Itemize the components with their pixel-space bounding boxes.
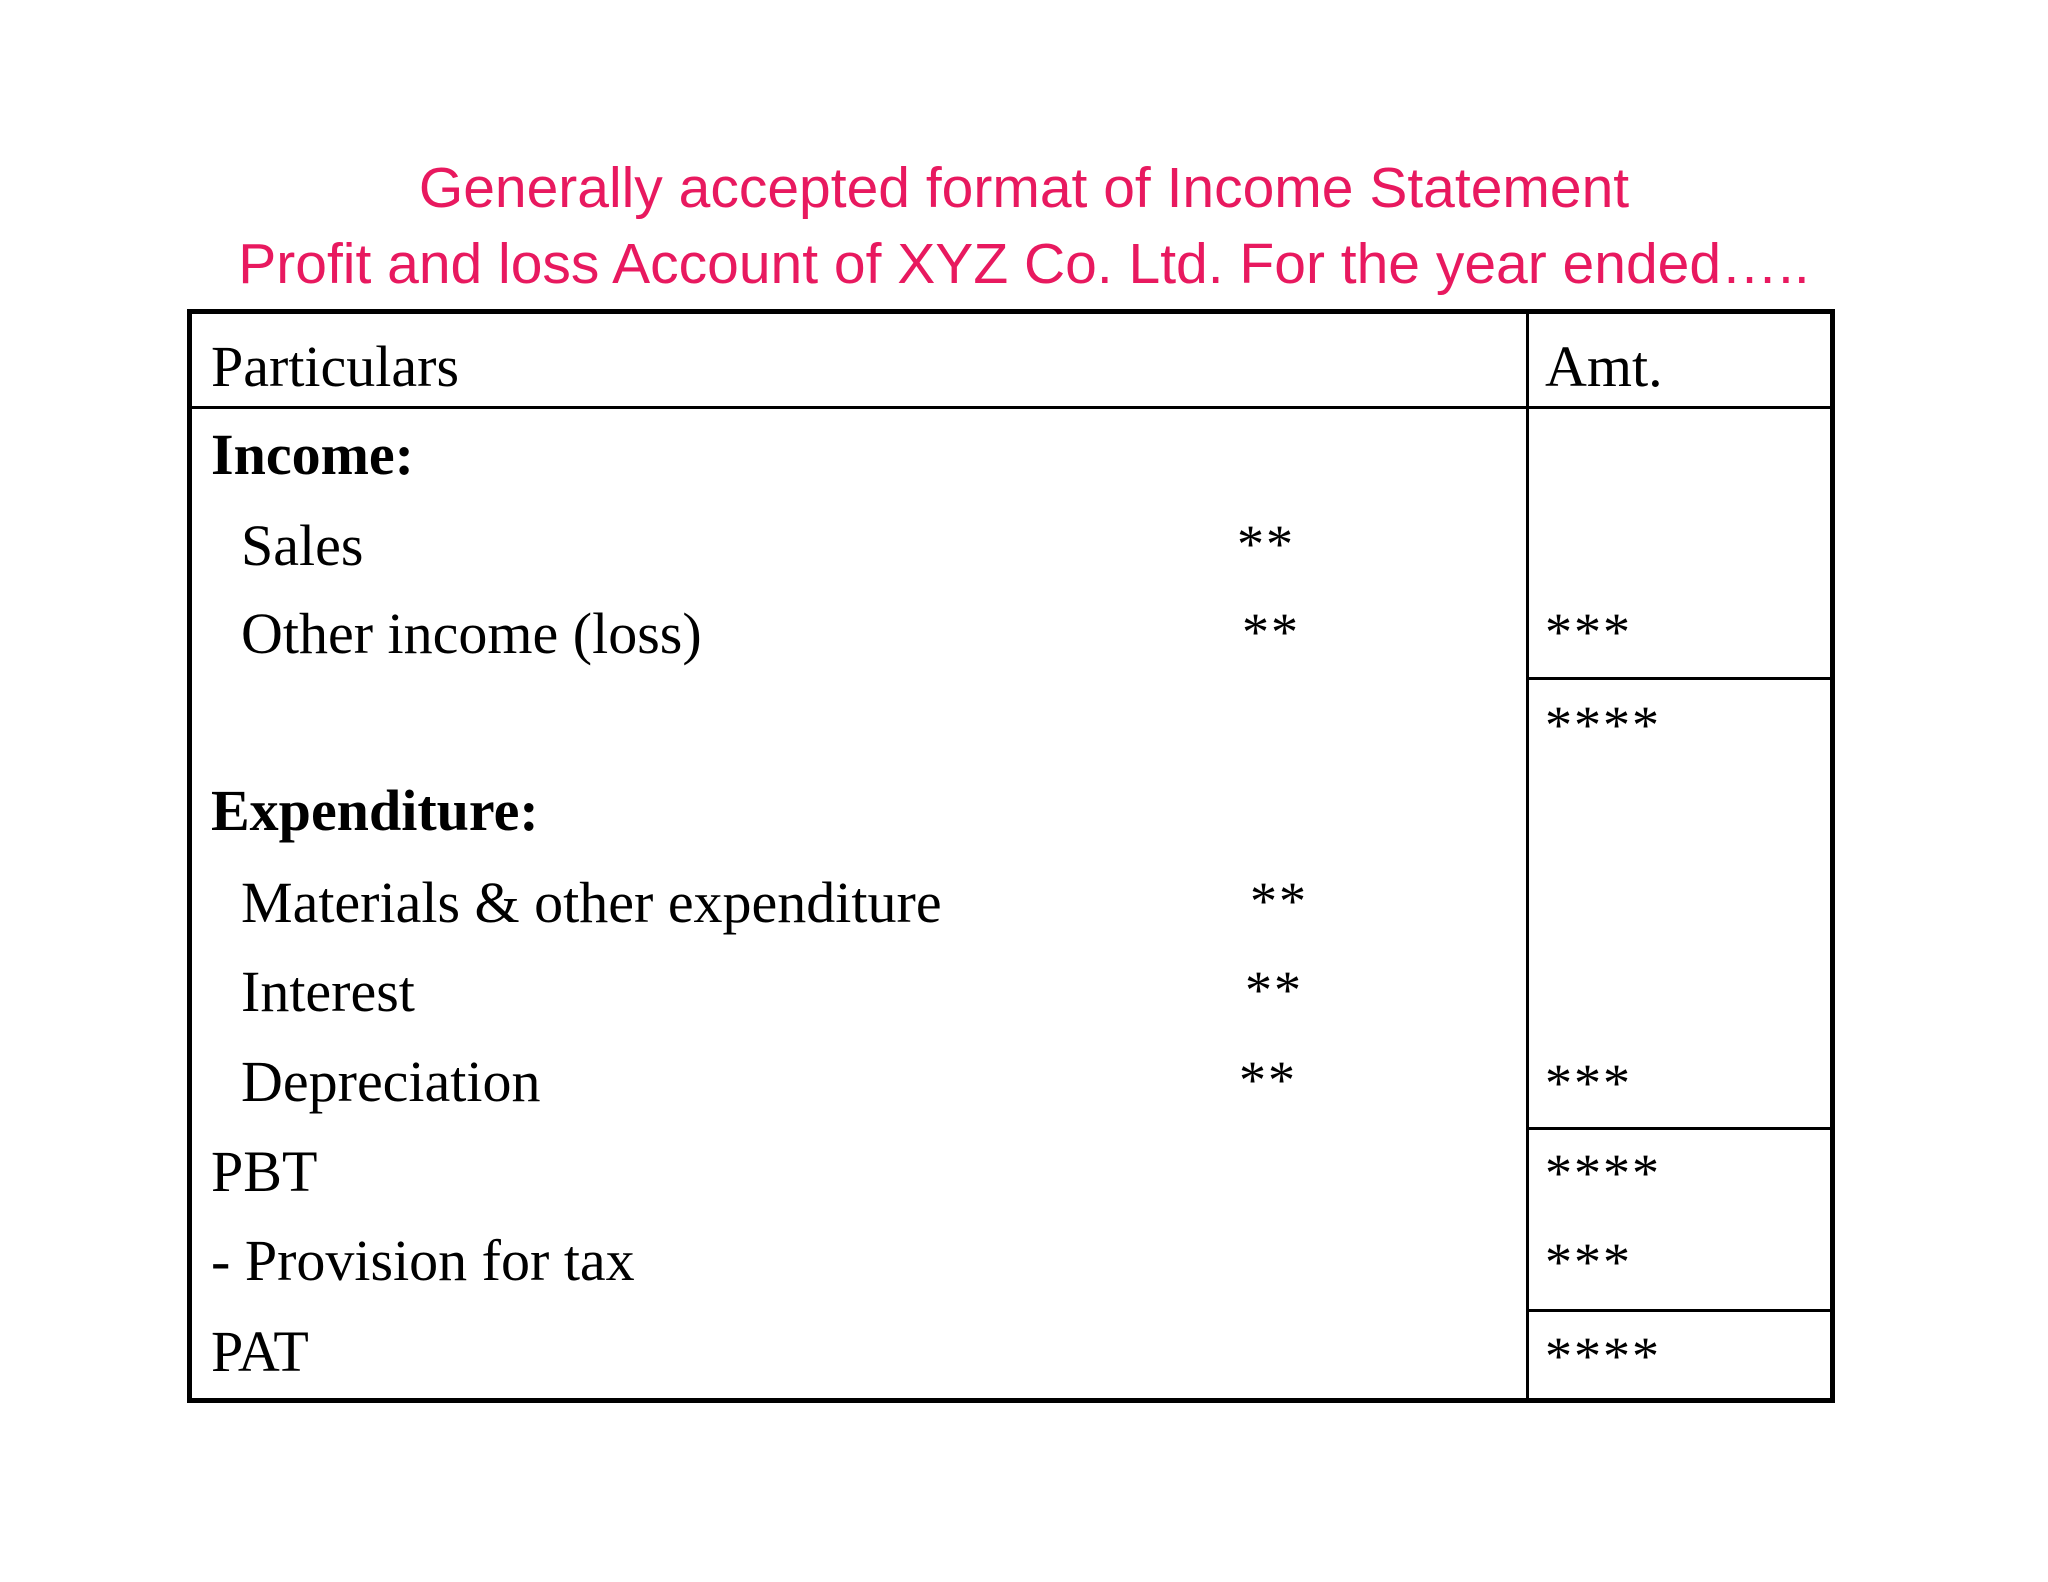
pbt-value: **** [1545,1143,1661,1203]
header-rule [192,406,1830,409]
income-heading: Income: [211,422,414,487]
expenditure-subtotal: *** [1545,1053,1632,1113]
income-total: **** [1545,695,1661,755]
expenditure-total-rule [1526,1127,1830,1130]
pbt-label: PBT [211,1139,318,1204]
interest-label: Interest [241,959,415,1024]
income-total-rule [1526,677,1830,680]
income-subtotal: *** [1545,602,1632,662]
other-income-value: ** [1242,602,1300,662]
statement-subtitle: Profit and loss Account of XYZ Co. Ltd. For the year ended….. [238,232,1810,296]
sales-label: Sales [241,513,364,578]
interest-value: ** [1245,960,1303,1020]
tax-label: - Provision for tax [211,1228,635,1293]
materials-value: ** [1250,871,1308,931]
statement-title: Generally accepted format of Income Statement [418,156,1630,220]
other-income-label: Other income (loss) [241,601,702,666]
expenditure-heading: Expenditure: [211,778,539,843]
pat-label: PAT [211,1319,309,1384]
pat-value: **** [1545,1326,1661,1386]
sales-value: ** [1237,514,1295,574]
tax-total-rule [1526,1309,1830,1312]
tax-value: *** [1545,1232,1632,1292]
materials-label: Materials & other expenditure [241,870,942,935]
header-amount: Amt. [1545,334,1663,399]
depreciation-value: ** [1239,1050,1297,1110]
depreciation-label: Depreciation [241,1049,541,1114]
header-particulars: Particulars [211,334,460,399]
income-statement-table [187,309,1835,1403]
column-divider [1526,314,1529,1398]
